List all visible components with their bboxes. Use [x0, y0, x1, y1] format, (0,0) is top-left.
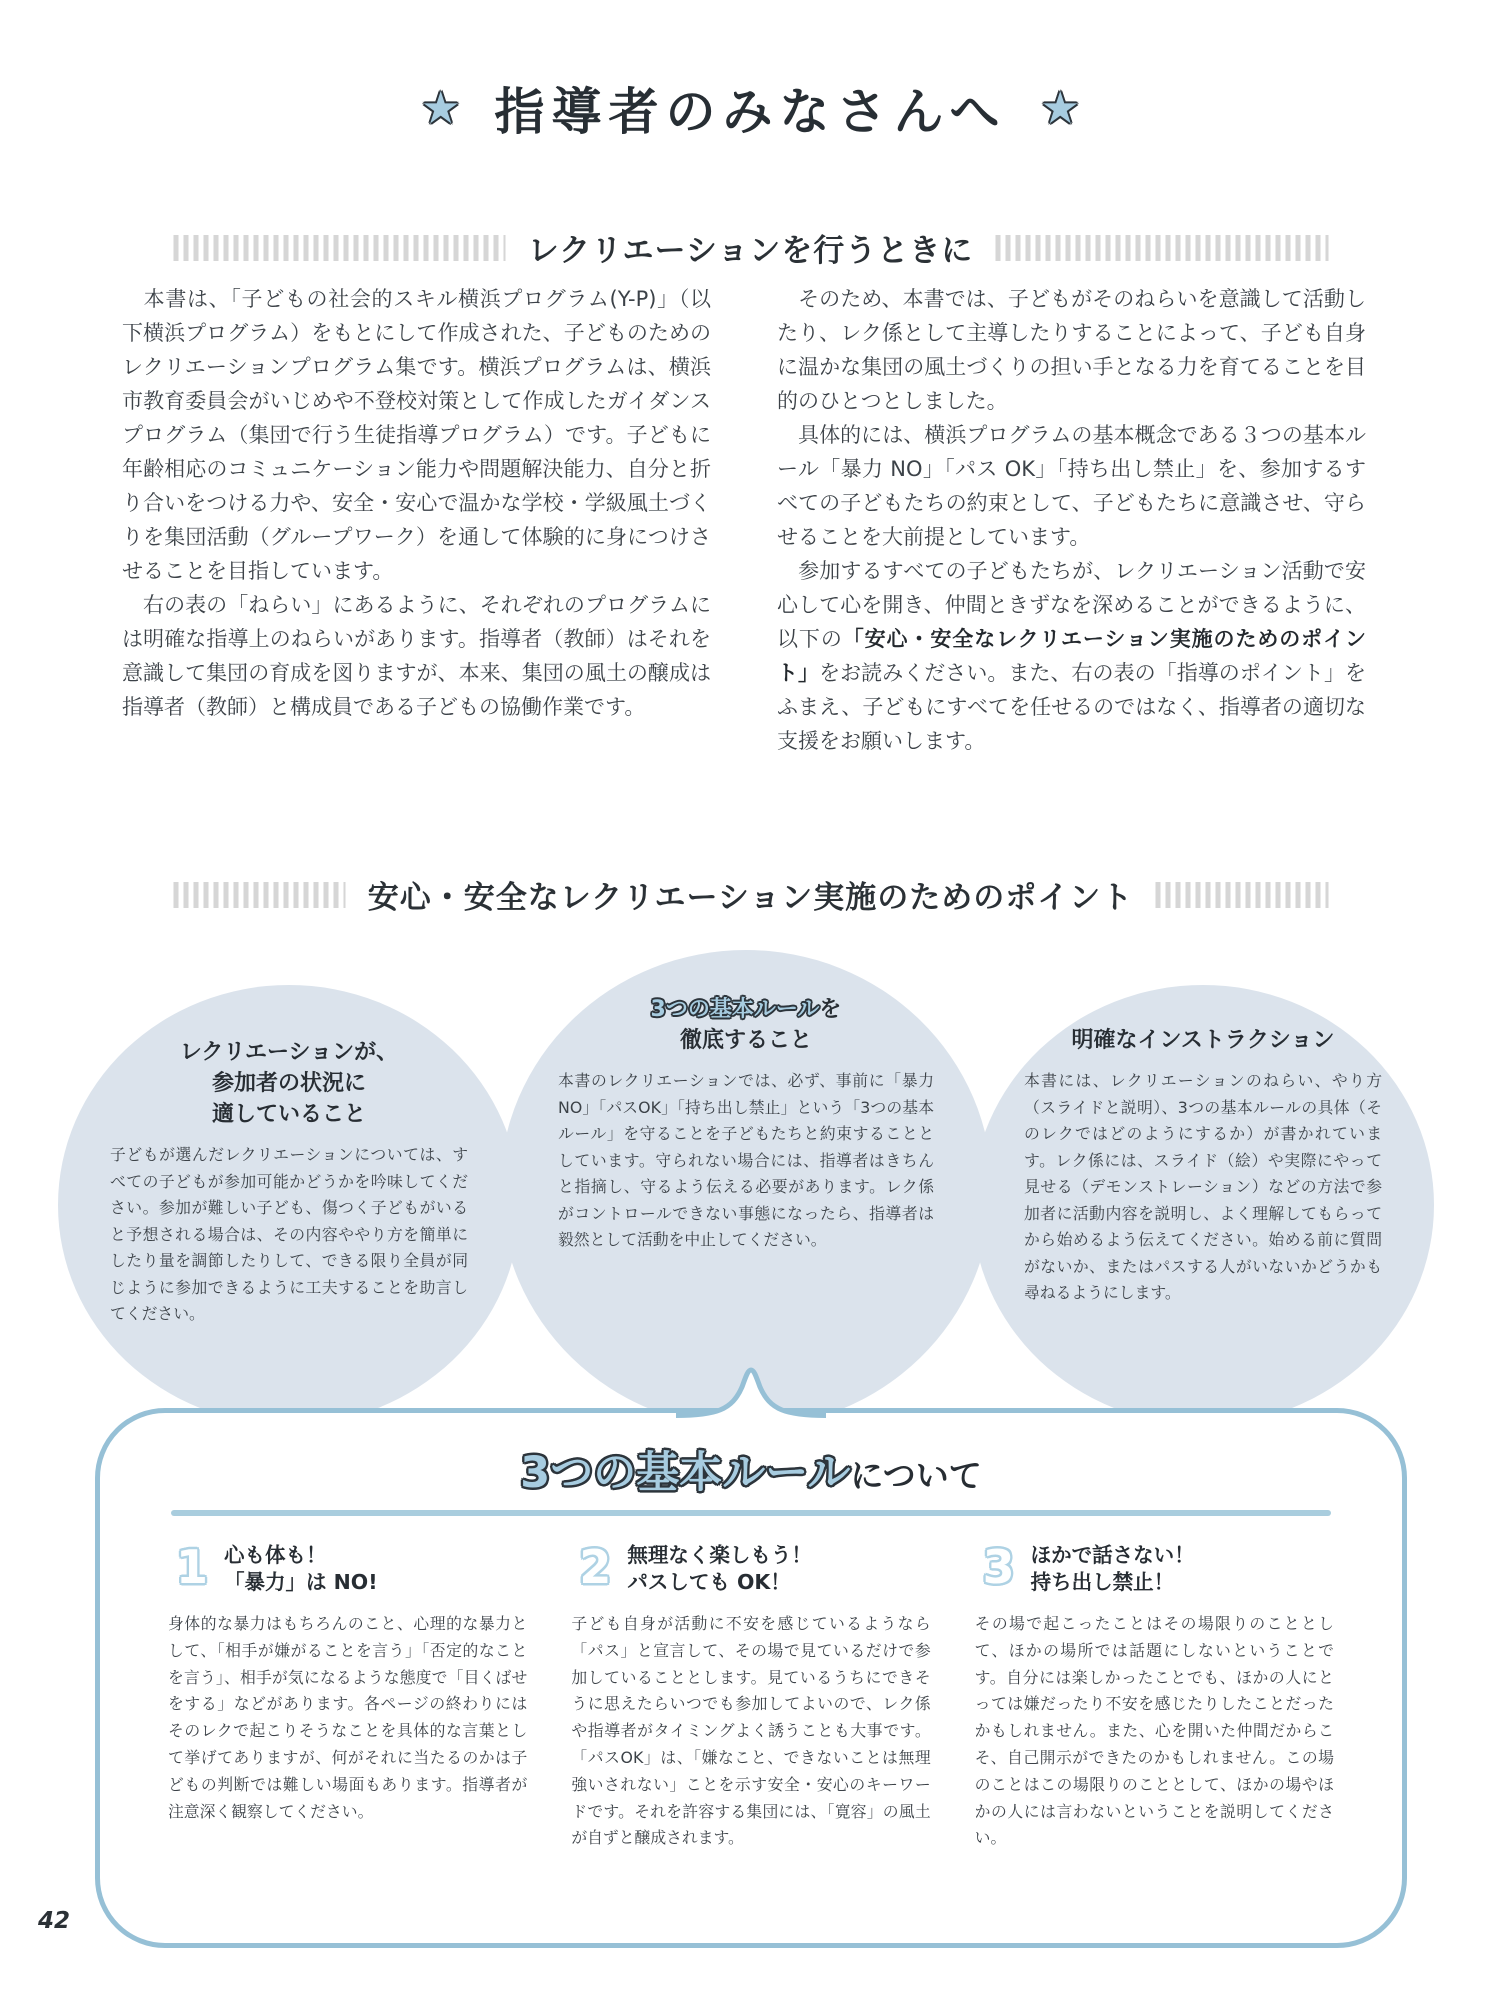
rule-heading	[571, 1540, 930, 1596]
rules-speech-bubble	[95, 1408, 1407, 1948]
paragraph-text: 参加するすべての子どもたちが、レクリエーション活動で安心して心を開き、仲間ときずなを深めることができるように、以下の	[777, 559, 1366, 651]
rule-title	[1031, 1540, 1195, 1596]
paragraph-text: をお読みください。また、右の表の「指導のポイント」をふまえ、子どもにすべてを任せるのではなく、指導者の適切な支援をお願いします。	[777, 661, 1367, 753]
rule-number: 2	[579, 1540, 612, 1594]
rule-title-line: 無理なく楽しもう！	[627, 1543, 812, 1567]
intro-right-column	[777, 282, 1366, 758]
circle-title-line: を	[819, 997, 842, 1022]
circle-title-line: 明確なインストラクション	[1071, 1028, 1335, 1053]
star-icon: ★	[421, 83, 461, 134]
decorated-title-text: 3つの基本ルール	[520, 1448, 851, 1498]
circle-title	[1024, 1025, 1382, 1056]
page-title	[0, 72, 1501, 144]
rules-columns	[100, 1516, 1402, 1852]
rule-title	[224, 1540, 378, 1596]
rule-column-violence-no	[168, 1540, 527, 1852]
section-header-points	[173, 872, 1328, 917]
rule-title-line: 心も体も！	[224, 1543, 327, 1567]
stripe-decoration	[173, 882, 346, 908]
circle-body: 本書には、レクリエーションのねらい、やり方（スライドと説明）、3つの基本ルールの具体（そのレクではどのようにするか）が書かれています。レク係には、スライド（絵）や実際にやって見せる（デモンストレーション）などの方法で参加者に活動内容を説明し、よく理解してもらってから始めるよう伝えてください。始める前に質問がないか、またはパスする人がいないかどうかも尋ねるようにします。	[1024, 1071, 1382, 1302]
point-circle-instruction	[972, 985, 1434, 1425]
page-number: 42	[38, 1908, 71, 1934]
rule-column-no-carry-out	[975, 1540, 1334, 1852]
speech-bubble-tail	[676, 1362, 826, 1420]
stripe-decoration	[1155, 882, 1328, 908]
circle-body: 本書のレクリエーションでは、必ず、事前に「暴力NO」「パスOK」「持ち出し禁止」という「3つの基本ルール」を守ることを子どもたちと約束することとしています。守られない場合には、指導者はきちんと指摘し、守るよう伝える必要があります。レク係がコントロールできない事態になったら、指導者は毅然として活動を中止してください。	[558, 1071, 934, 1249]
section-heading-text: レクリエーションを行うときに	[527, 233, 974, 269]
paragraph: 具体的には、横浜プログラムの基本概念である３つの基本ルール「暴力 NO」「パス OK」「持ち出し禁止」を、参加するすべての子どもたちの約束として、子どもたちに意識させ、守らせることを大前提としています。	[777, 423, 1366, 549]
paragraph: そのため、本書では、子どもがそのねらいを意識して活動したり、レク係として主導したりすることによって、子ども自身に温かな集団の風土づくりの担い手となる力を育てることを目的のひとつとしました。	[777, 287, 1366, 413]
rule-heading	[168, 1540, 527, 1596]
rules-box-title	[100, 1439, 1402, 1500]
rule-title-line: パスしても OK！	[627, 1570, 791, 1594]
paragraph	[777, 554, 1366, 758]
rule-number: 3	[982, 1540, 1015, 1594]
circle-title	[558, 994, 934, 1056]
page-title-text: 指導者のみなさんへ	[494, 83, 1007, 141]
rule-title-line: 持ち出し禁止！	[1030, 1570, 1175, 1594]
decorated-title-text: 3つの基本ルール	[650, 997, 820, 1022]
paragraph: 本書は、「子どもの社会的スキル横浜プログラム(Y-P)」（以下横浜プログラム）をもとにして作成された、子どものためのレクリエーションプログラム集です。横浜プログラムは、横浜市教育委員会がいじめや不登校対策として作成したガイダンスプログラム（集団で行う生徒指導プログラム）です。子どもに年齢相応のコミュニケーション能力や問題解決能力、自分と折り合いをつける力や、安全・安心で温かな学校・学級風土づくりを集団活動（グループワーク）を通して体験的に身につけさせることを目指しています。	[122, 287, 711, 583]
section-header-recreation	[173, 225, 1328, 270]
rule-body: 身体的な暴力はもちろんのこと、心理的な暴力として、「相手が嫌がることを言う」「否定的なことを言う」、相手が気になるような態度で「目くばせをする」などがあります。各ページの終わりにはそのレクで起こりそうなことを具体的な言葉として挙げてありますが、何がそれに当たるのかは子どもの判断では難しい場面もあります。指導者が注意深く観察してください。	[168, 1614, 528, 1821]
rule-body: その場で起こったことはその場限りのこととして、ほかの場所では話題にしないということです。自分には楽しかったことでも、ほかの人にとっては嫌だったり不安を感じたりしたことだったかもしれません。また、心を開いた仲間だからこそ、自己開示ができたのかもしれません。この場のことはこの場限りのこととして、ほかの場やほかの人には言わないということを説明してください。	[974, 1614, 1334, 1848]
circle-title-line: 参加者の状況に	[211, 1071, 366, 1096]
intro-left-column	[122, 282, 711, 758]
paragraph: 右の表の「ねらい」にあるように、それぞれのプログラムには明確な指導上のねらいがあります。指導者（教師）はそれを意識して集団の育成を図りますが、本来、集団の風土の醸成は指導者（教師）と構成員である子どもの協働作業です。	[122, 593, 711, 719]
rule-body: 子ども自身が活動に不安を感じているようなら「パス」と宣言して、その場で見ているだけで参加していることとします。見ているうちにできそうに思えたらいつでも参加してよいので、レク係や指導者がタイミングよく誘うことも大事です。「パスOK」は、「嫌なこと、できないことは無理強いされない」ことを示す安全・安心のキーワードです。それを許容する集団には、「寛容」の風土が自ずと醸成されます。	[571, 1614, 931, 1848]
rule-number: 1	[176, 1540, 209, 1594]
rule-title-line: 「暴力」は NO!	[224, 1570, 378, 1594]
rules-box-title-suffix: について	[850, 1456, 982, 1495]
stripe-decoration	[995, 235, 1328, 261]
rule-column-pass-ok	[571, 1540, 930, 1852]
circle-title	[110, 1037, 468, 1130]
star-icon: ★	[1040, 83, 1080, 134]
intro-columns	[122, 282, 1366, 758]
section-heading-text: 安心・安全なレクリエーション実施のためのポイント	[367, 880, 1134, 916]
rule-title	[627, 1540, 812, 1596]
point-circle-basic-rules	[500, 950, 992, 1428]
point-circle-suitability	[58, 985, 520, 1425]
circle-title-line: レクリエーションが、	[179, 1040, 399, 1065]
emphasized-text: 「安心・安全なレクリエーション実施のためのポイント」	[777, 627, 1366, 685]
rule-heading	[975, 1540, 1334, 1596]
stripe-decoration	[173, 235, 506, 261]
circle-title-line: 適していること	[211, 1102, 366, 1127]
circle-title-line: 徹底すること	[679, 1028, 812, 1053]
rule-title-line: ほかで話さない！	[1030, 1543, 1195, 1567]
circle-body: 子どもが選んだレクリエーションについては、すべての子どもが参加可能かどうかを吟味してください。参加が難しい子ども、傷つく子どもがいると予想される場合は、その内容ややり方を簡単にしたり量を調節したりして、できる限り全員が同じように参加できるように工夫することを助言してください。	[110, 1145, 468, 1323]
